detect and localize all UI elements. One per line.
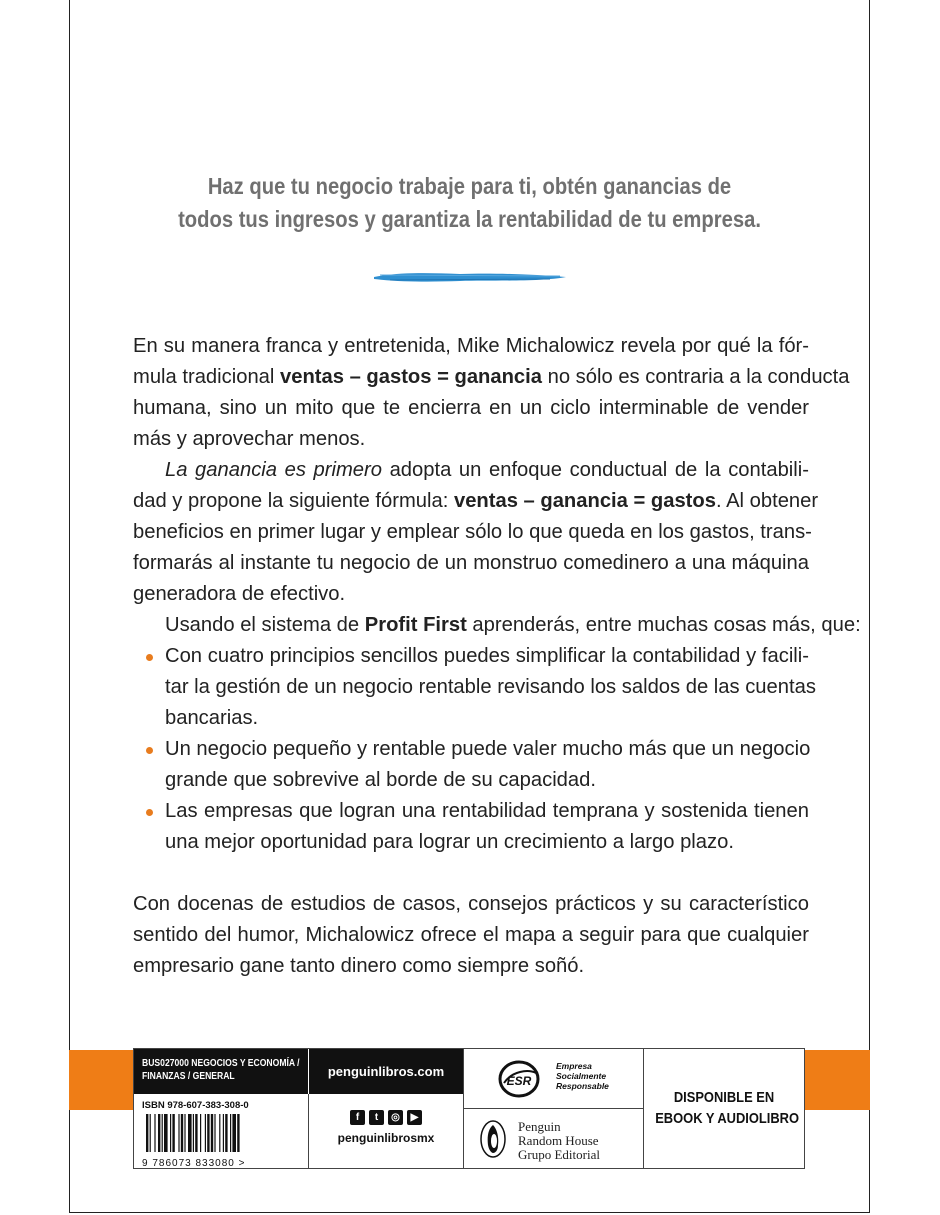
bullet-2-text-1: Un negocio pequeño y rentable puede valer mucho más que un negocio bbox=[165, 738, 811, 760]
isbn-block bbox=[134, 1094, 308, 1168]
brush-stroke-divider bbox=[370, 268, 570, 286]
p1-line-2-a: mula tradicional bbox=[133, 366, 280, 388]
profit-first-name: Profit First bbox=[364, 614, 467, 636]
logo-divider bbox=[464, 1108, 643, 1109]
list-item bbox=[133, 641, 816, 734]
youtube-icon[interactable]: ▶ bbox=[407, 1110, 422, 1125]
prh-line-2: Random House bbox=[518, 1133, 599, 1148]
p4-line-1: Con docenas de estudios de casos, consejos prácticos y su característico bbox=[133, 893, 809, 915]
book-title: La ganancia es primero bbox=[165, 459, 382, 481]
prh-label bbox=[518, 1120, 600, 1162]
esr-logo-icon bbox=[498, 1059, 540, 1099]
p4-line-3: empresario gane tanto dinero como siempre soñó. bbox=[133, 955, 585, 977]
p2-line-4: formarás al instante tu negocio de un monstruo comedinero a una máquina bbox=[133, 552, 809, 574]
p2-line-1-b: adopta un enfoque conductual de la contabili- bbox=[381, 459, 809, 481]
category-block bbox=[134, 1049, 308, 1094]
twitter-icon[interactable]: t bbox=[369, 1110, 384, 1125]
barcode-number: 9 786073 833080 > bbox=[142, 1158, 246, 1169]
bullet-1-line-1 bbox=[133, 641, 809, 672]
p4-line-2: sentido del humor, Michalowicz ofrece el mapa a seguir para que cualquier bbox=[133, 924, 809, 946]
p2-line-2 bbox=[133, 486, 819, 517]
social-icons bbox=[309, 1110, 463, 1125]
svg-text:ESR: ESR bbox=[506, 1074, 532, 1088]
isbn: ISBN 978-607-383-308-0 bbox=[142, 1100, 249, 1111]
social-block bbox=[308, 1094, 463, 1168]
bullet-1-line-2: tar la gestión de un negocio rentable revisando los saldos de las cuentas bbox=[165, 676, 816, 698]
esr-line-2: Socialmente bbox=[556, 1071, 607, 1081]
bullet-1-line-3: bancarias. bbox=[165, 707, 259, 729]
publisher-logos bbox=[463, 1049, 643, 1168]
p2-line-5: generadora de efectivo. bbox=[133, 583, 346, 605]
bullet-dot-icon bbox=[146, 809, 153, 816]
bullet-2-line-1 bbox=[133, 734, 809, 765]
prh-line-3: Grupo Editorial bbox=[518, 1147, 600, 1162]
p3-line-1 bbox=[133, 610, 861, 641]
footer-info-box bbox=[133, 1048, 805, 1169]
description-body bbox=[133, 331, 861, 982]
paragraph-4 bbox=[133, 889, 809, 982]
category-line-1: BUS027000 NEGOCIOS Y ECONOMÍA / bbox=[142, 1058, 300, 1069]
website-link[interactable]: penguinlibros.com bbox=[308, 1049, 463, 1094]
bullet-2-line-2: grande que sobrevive al borde de su capacidad. bbox=[165, 769, 596, 791]
bullet-1-text-1: Con cuatro principios sencillos puedes simplificar la contabilidad y facili- bbox=[165, 645, 809, 667]
bullet-dot-icon bbox=[146, 747, 153, 754]
formula-new: ventas – ganancia = gastos bbox=[453, 490, 716, 512]
bullet-3-text-1: Las empresas que logran una rentabilidad temprana y sostenida tienen bbox=[165, 800, 809, 822]
p2-line-2-a: dad y propone la siguiente fórmula: bbox=[133, 490, 454, 512]
paragraph-1 bbox=[133, 331, 850, 455]
bullet-3-line-1 bbox=[133, 796, 809, 827]
esr-line-1: Empresa bbox=[556, 1061, 592, 1071]
p3-line-1-c: aprenderás, entre muchas cosas más, que: bbox=[466, 614, 861, 636]
paragraph-2 bbox=[133, 455, 819, 610]
p1-line-3: humana, sino un mito que te encierra en un ciclo interminable de vender bbox=[133, 397, 809, 419]
p2-line-3: beneficios en primer lugar y emplear sólo lo que queda en los gastos, trans- bbox=[133, 521, 812, 543]
p2-line-2-c: . Al obtener bbox=[715, 490, 819, 512]
tagline-line-1: Haz que tu negocio trabaje para ti, obtén ganancias de bbox=[207, 173, 732, 199]
p1-line-2 bbox=[133, 362, 850, 393]
prh-line-1: Penguin bbox=[518, 1119, 561, 1134]
availability-note bbox=[643, 1049, 804, 1168]
facebook-icon[interactable]: f bbox=[350, 1110, 365, 1125]
p3-line-1-a: Usando el sistema de bbox=[165, 614, 365, 636]
p1-line-1: En su manera franca y entretenida, Mike Michalowicz revela por qué la fór- bbox=[133, 335, 809, 357]
p1-line-4: más y aprovechar menos. bbox=[133, 428, 366, 450]
bullet-3-line-2: una mejor oportunidad para lograr un crecimiento a largo plazo. bbox=[165, 831, 734, 853]
formula-traditional: ventas – gastos = ganancia bbox=[280, 366, 542, 388]
penguin-logo-icon bbox=[480, 1119, 506, 1159]
bullet-dot-icon bbox=[146, 654, 153, 661]
list-item bbox=[133, 796, 809, 858]
esr-label bbox=[556, 1061, 609, 1091]
bullet-list bbox=[133, 641, 816, 858]
tagline-line-2: todos tus ingresos y garantiza la rentabilidad de tu empresa. bbox=[178, 206, 761, 232]
tagline bbox=[125, 170, 814, 236]
p1-line-2-c: no sólo es contraria a la conducta bbox=[542, 366, 850, 388]
barcode-icon bbox=[142, 1111, 292, 1155]
social-handle: penguinlibrosmx bbox=[337, 1131, 435, 1145]
paragraph-3 bbox=[133, 610, 861, 641]
p2-line-1 bbox=[133, 455, 809, 486]
availability-line-2: EBOOK Y AUDIOLIBRO bbox=[655, 1110, 800, 1127]
availability-line-1: DISPONIBLE EN bbox=[673, 1089, 775, 1106]
esr-line-3: Responsable bbox=[556, 1081, 609, 1091]
list-item bbox=[133, 734, 809, 796]
category-line-2: FINANZAS / GENERAL bbox=[142, 1071, 235, 1082]
instagram-icon[interactable]: ◎ bbox=[388, 1110, 403, 1125]
